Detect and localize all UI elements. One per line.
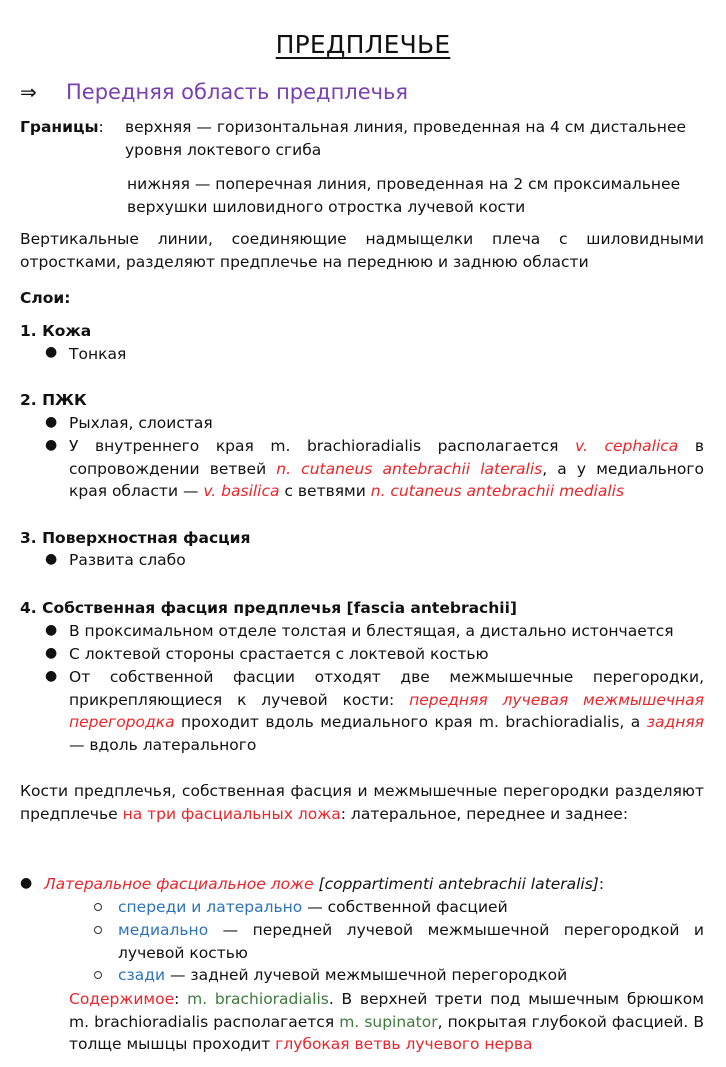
lateral-content-paragraph (69, 988, 704, 1056)
content-label: Содержимое (69, 990, 175, 1008)
bullet-icon: ● (45, 414, 58, 430)
lateral-compartment-latin: [coppartimenti antebrachii lateralis] (313, 875, 599, 893)
medial-label: медиально (118, 921, 209, 939)
medial-text: — передней лучевой межмышечной перегородкой и лучевой костью (118, 921, 704, 962)
lateral-compartment-heading (44, 873, 604, 895)
content-text1: . В верхней трети под мышечным брюшком m. brachioradialis располагается (69, 990, 704, 1031)
layer3-heading: 3. Поверхностная фасция (20, 529, 251, 547)
content-text2: , покрытая глубокой фасцией. В толще мышцы проходит (69, 1012, 704, 1054)
layer4-heading: 4. Собственная фасция предплечья [fascia antebrachii] (20, 599, 517, 617)
posterior-septum-term: задняя (646, 713, 704, 732)
hollow-bullet-icon (94, 903, 102, 911)
bones-text2: : латеральное, переднее и заднее: (340, 805, 629, 823)
layer2-item2-text2: в сопровождении ветвей (69, 437, 704, 478)
border-lower-line1: нижняя — поперечная линия, проведенная на 2 см проксимальнее (127, 175, 681, 193)
right-arrow-icon: ⇒ (20, 80, 37, 104)
bullet-icon: ● (45, 622, 58, 638)
bullet-icon: ● (45, 668, 58, 684)
layer4-item3-text1: От собственной фасции отходят две межмышечные перегородки, прикрепляющиеся к лучевой кости: (69, 668, 704, 709)
layer1-item: Тонкая (69, 345, 127, 363)
vertical-lines-paragraph: Вертикальные линии, соединяющие надмыщелки плеча с шиловидными отростками, разделяют предплечье на переднюю и заднюю области (20, 230, 704, 271)
lateral-compartment-title: Латеральное фасциальное ложе (44, 875, 314, 893)
layer2-item1: Рыхлая, слоистая (69, 414, 213, 432)
layer2-item2-text1: У внутреннего края m. brachioradialis располагается (69, 437, 576, 455)
content-colon: : (174, 990, 188, 1008)
back-label: сзади (118, 966, 166, 984)
borders-label-line (20, 116, 104, 138)
brachioradialis-term: m. brachioradialis (187, 990, 329, 1008)
borders-label: Границы (20, 118, 99, 136)
page-title: ПРЕДПЛЕЧЬЕ (275, 30, 451, 59)
bullet-icon: ● (45, 344, 58, 360)
layer1-heading: 1. Кожа (20, 322, 92, 340)
layers-label: Слои: (20, 289, 71, 307)
anterior-septum-term: передняя лучевая межмышечная перегородка (69, 690, 704, 732)
section-heading-text: Передняя область предплечья (66, 80, 409, 104)
bullet-icon: ● (45, 437, 58, 453)
lateral-border-front (118, 896, 704, 919)
lateral-border-back (118, 964, 704, 987)
border-lower-line2: верхушки шиловидного отростка лучевой кости (127, 198, 526, 216)
layer2-item2-text3: , а у медиального края области — (69, 459, 704, 501)
layer2-item2 (69, 435, 704, 503)
hollow-bullet-icon (94, 926, 102, 934)
layer3-item: Развита слабо (69, 551, 186, 569)
supinator-term: m. supinator (339, 1012, 438, 1031)
front-lateral-text: — собственной фасцией (302, 898, 508, 916)
layer4-item3 (69, 666, 704, 756)
lateral-border-medial (118, 919, 704, 964)
border-upper-line2: уровня локтевого сгиба (125, 141, 322, 159)
n-cutaneus-lateralis-term: n. cutaneus antebrachii lateralis (276, 459, 543, 478)
bullet-icon: ● (45, 551, 58, 567)
v-cephalica-term: v. cephalica (575, 437, 679, 455)
layer4-item3-text2: проходит вдоль медиального края m. brachioradialis, а (174, 713, 647, 732)
n-cutaneus-medialis-term: n. cutaneus antebrachii medialis (370, 482, 625, 501)
back-text: — задней лучевой межмышечной перегородкой (165, 966, 568, 984)
bullet-icon: ● (20, 875, 33, 891)
bones-paragraph (20, 780, 704, 826)
bones-text1: Кости предплечья, собственная фасция и межмышечные перегородки разделяют предплечье (20, 782, 704, 823)
three-compartments-term: на три фасциальных ложа (122, 805, 341, 823)
bullet-icon: ● (45, 645, 58, 661)
radial-nerve-branch-term: глубокая ветвь лучевого нерва (275, 1035, 533, 1054)
front-lateral-label: спереди и латерально (118, 898, 303, 916)
hollow-bullet-icon (94, 971, 102, 979)
border-upper-line1: верхняя — горизонтальная линия, проведенная на 4 см дистальнее (125, 118, 687, 136)
section-heading (20, 80, 408, 104)
layer2-heading: 2. ПЖК (20, 391, 87, 409)
v-basilica-term: v. basilica (203, 482, 280, 501)
layer4-item2: С локтевой стороны срастается с локтевой костью (69, 645, 489, 663)
layer4-item3-text3: — вдоль латерального (69, 735, 257, 754)
layer4-item1: В проксимальном отделе толстая и блестящая, а дистально истончается (69, 622, 674, 640)
lateral-colon: : (598, 875, 605, 893)
layer2-item2-text4: с ветвями (279, 482, 371, 501)
borders-colon: : (98, 118, 104, 136)
